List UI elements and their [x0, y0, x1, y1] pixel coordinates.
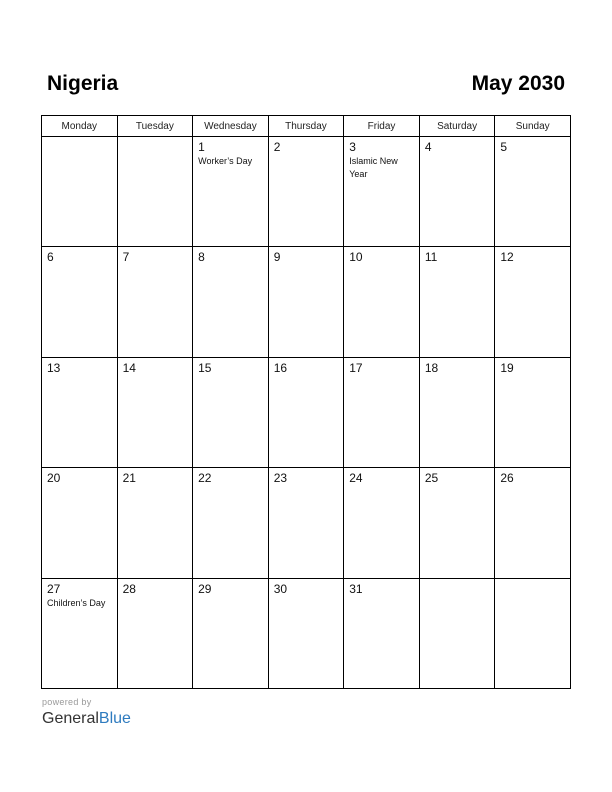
- day-cell: [495, 357, 571, 467]
- weekday-header: Saturday: [419, 116, 495, 137]
- day-cell: [344, 357, 420, 467]
- day-cell: [268, 578, 344, 688]
- day-number: 27: [47, 581, 61, 596]
- calendar-grid: [41, 115, 571, 689]
- brand-logo-part2: Blue: [98, 710, 131, 727]
- holiday-label: Children’s Day: [47, 597, 106, 608]
- day-number: 11: [424, 250, 438, 265]
- day-cell: [495, 137, 571, 247]
- day-number: 12: [500, 250, 514, 265]
- powered-by-label: powered by: [42, 697, 92, 707]
- day-cell: [344, 247, 420, 357]
- day-cell: [42, 247, 118, 357]
- day-cell: [495, 247, 571, 357]
- day-number: 9: [273, 250, 281, 265]
- day-number: 14: [122, 360, 136, 375]
- footer-branding: [42, 697, 131, 729]
- month-year-title: May 2030: [471, 72, 565, 95]
- day-cell: [268, 137, 344, 247]
- day-cell: [419, 578, 495, 688]
- day-cell: [344, 578, 420, 688]
- day-number: 18: [424, 360, 439, 375]
- day-number: 15: [198, 360, 212, 375]
- week-row: [42, 468, 571, 578]
- day-number: 4: [424, 140, 432, 154]
- day-number: 29: [198, 581, 212, 596]
- day-number: 17: [349, 360, 363, 375]
- weekday-header: Wednesday: [193, 116, 269, 137]
- week-row: [42, 578, 571, 688]
- weekday-header-row: [42, 116, 571, 137]
- day-cell: [193, 137, 269, 247]
- day-number: 13: [47, 360, 61, 375]
- day-cell: [268, 357, 344, 467]
- holiday-label: Islamic New Year: [349, 156, 398, 179]
- day-cell: [419, 468, 495, 578]
- day-cell: [42, 137, 118, 247]
- day-number: 26: [500, 471, 514, 486]
- day-number: 10: [349, 250, 363, 265]
- day-cell: [117, 357, 193, 467]
- day-number: 16: [273, 360, 288, 375]
- day-cell: [117, 247, 193, 357]
- weekday-header: Friday: [344, 116, 420, 137]
- day-cell: [42, 578, 118, 688]
- week-row: [42, 137, 571, 247]
- weekday-header: Sunday: [495, 116, 571, 137]
- day-number: 1: [198, 140, 205, 154]
- day-number: 20: [47, 471, 61, 486]
- day-number: 31: [349, 581, 363, 596]
- day-number: 23: [273, 471, 288, 486]
- day-cell: [344, 468, 420, 578]
- weekday-header: Thursday: [268, 116, 344, 137]
- day-cell: [193, 578, 269, 688]
- day-cell: [42, 468, 118, 578]
- day-number: 6: [47, 250, 54, 265]
- day-cell: [268, 247, 344, 357]
- day-cell: [117, 137, 193, 247]
- day-number: 28: [122, 581, 136, 596]
- day-number: 25: [424, 471, 439, 486]
- day-cell: [495, 468, 571, 578]
- weekday-header: Monday: [42, 116, 118, 137]
- day-cell: [344, 137, 420, 247]
- week-row: [42, 357, 571, 467]
- day-number: 5: [500, 140, 508, 154]
- day-cell: [268, 468, 344, 578]
- weekday-header: Tuesday: [117, 116, 193, 137]
- country-title: Nigeria: [47, 72, 119, 95]
- day-cell: [193, 247, 269, 357]
- week-row: [42, 247, 571, 357]
- day-number: 2: [273, 140, 281, 154]
- day-cell: [193, 468, 269, 578]
- day-number: 8: [198, 250, 205, 265]
- day-number: 19: [500, 360, 514, 375]
- day-number: 21: [122, 471, 136, 486]
- brand-logo-part1: General: [42, 710, 99, 727]
- day-cell: [419, 247, 495, 357]
- day-cell: [419, 357, 495, 467]
- day-cell: [193, 357, 269, 467]
- day-number: 30: [273, 581, 288, 596]
- holiday-label: Worker’s Day: [198, 156, 253, 166]
- day-number: 22: [198, 471, 212, 486]
- day-cell: [117, 578, 193, 688]
- day-number: 3: [349, 140, 356, 154]
- brand-logo: [42, 709, 131, 729]
- day-number: 24: [349, 471, 363, 486]
- day-cell: [419, 137, 495, 247]
- day-cell: [42, 357, 118, 467]
- day-number: 7: [122, 250, 130, 265]
- day-cell: [495, 578, 571, 688]
- day-cell: [117, 468, 193, 578]
